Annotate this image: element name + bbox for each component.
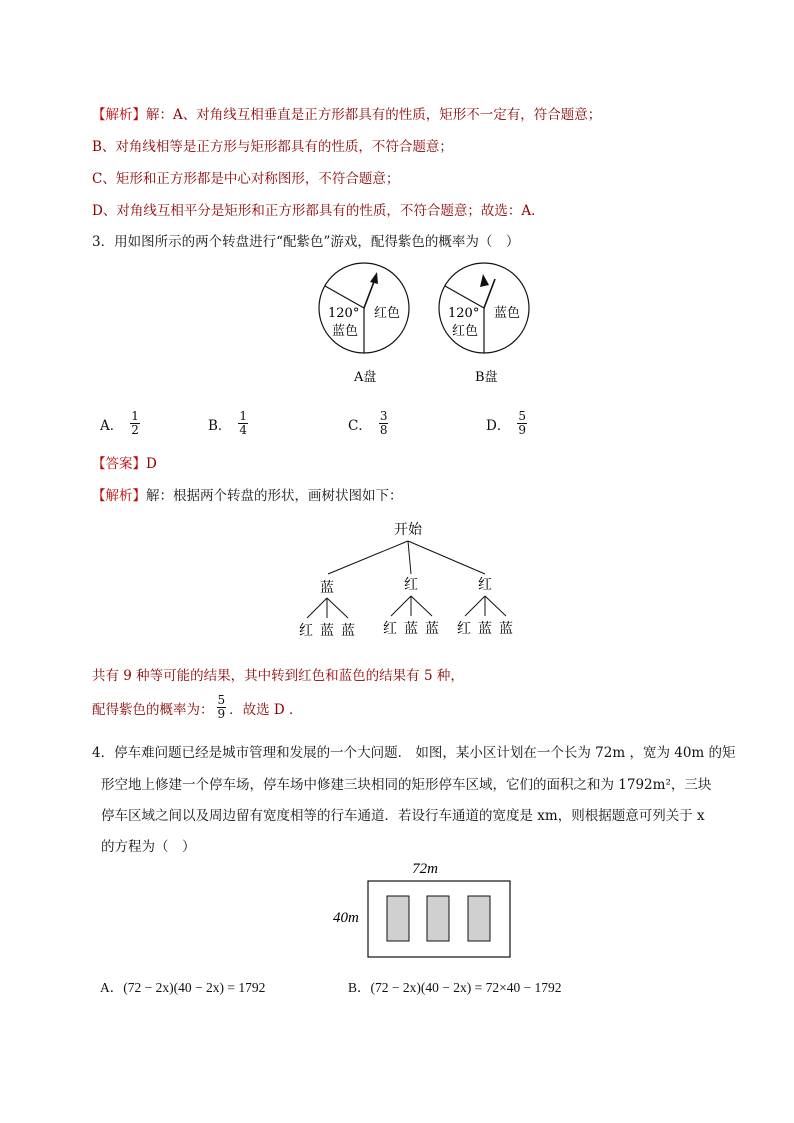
q4-stem-line4: 的方程为（ ） [101,839,196,855]
q3-option-b[interactable]: B． $\frac{1}{4}$ [208,409,248,437]
q3-option-d[interactable]: D． $\frac{5}{9}$ [486,409,526,437]
answer-value: D [146,456,157,472]
q3-conclusion1: 共有 9 种等可能的结果，其中转到红色和蓝色的结果有 5 种， [92,668,464,684]
q4-option-b[interactable]: B．(72 − 2x)(40 − 2x) = 72×40 − 1792 [348,980,562,995]
q4-stem-line2: 形空地上修建一个停车场，停车场中修建三块相同的矩形停车区域，它们的面积之和为 1792m²，三块 [101,777,712,793]
wheel-b-angle: 120° [448,306,480,321]
wheel-a [319,263,409,385]
prev-analysis-line1 [92,103,601,123]
fraction: $\frac{5}{9}$ [217,693,226,721]
wheel-b-right-color: 蓝色 [494,306,521,321]
prev-analysis-line2: B、对角线相等是正方形与矩形都具有的性质，不符合题意； [92,139,453,155]
parking-area [427,896,449,941]
tree-l1-node: 红 [404,577,418,593]
q4-stem-line3: 停车区域之间以及周边留有宽度相等的行车通道．若设行车通道的宽度是 xm，则根据题意可列关于 x [101,808,705,824]
pointer-arrow-icon [370,272,378,284]
analysis-tag: 【解析】 [92,488,146,504]
wheel-b-left-color: 红色 [452,324,479,339]
q3-analysis [92,484,403,504]
analysis-text: 解：根据两个转盘的形状，画树状图如下： [146,488,403,504]
fig-width-label: 40m [333,910,359,926]
answer-tag: 【答案】 [92,456,146,472]
prev-analysis-line3: C、矩形和正方形都是中心对称图形，不符合题意； [92,171,400,187]
parking-lot-figure [330,856,520,960]
tree-l2-node: 蓝 [404,621,418,637]
analysis-text: 解：A、对角线互相垂直是正方形都具有的性质，矩形不一定有，符合题意； [146,107,602,123]
q3-stem: 3．用如图所示的两个转盘进行“配紫色”游戏，配得紫色的概率为（ ） [92,234,520,250]
spinner-figure [300,262,560,390]
tree-l2-node: 红 [383,621,397,637]
wheel-a-left-color: 蓝色 [332,324,359,339]
q3-answer [92,452,157,472]
tree-l2-node: 蓝 [478,621,492,637]
analysis-tag: 【解析】 [92,107,146,123]
fraction: $\frac{1}{4}$ [239,409,248,437]
q4-option-a[interactable]: A．(72 − 2x)(40 − 2x) = 1792 [100,980,266,995]
parking-area [468,896,490,941]
fraction: $\frac{5}{9}$ [518,409,526,437]
wheel-a-right-color: 红色 [374,306,401,321]
q3-conclusion2: 配得紫色的概率为： $\frac{5}{9}$ ．故选 D ． [92,693,303,721]
tree-l2-node: 蓝 [320,623,334,639]
tree-root: 开始 [394,522,422,538]
wheel-a-angle: 120° [328,306,360,321]
parking-area [387,896,409,941]
pointer-arrow-icon [480,274,489,287]
tree-l2-node: 蓝 [341,623,355,639]
q3-option-c[interactable]: C． $\frac{3}{8}$ [348,409,388,437]
tree-l2-node: 红 [457,621,471,637]
tree-l1-node: 蓝 [320,580,334,596]
wheel-b [439,263,529,385]
fig-length-label: 72m [412,861,438,877]
tree-l1-node: 红 [478,577,492,593]
q4-stem-line1: 4．停车难问题已经是城市管理和发展的一个大问题． 如图，某小区计划在一个长为 72m ，宽为 40m 的矩 [92,745,736,761]
fraction: $\frac{3}{8}$ [379,409,388,437]
wheel-a-caption: A盘 [354,370,377,385]
tree-l2-node: 蓝 [499,621,513,637]
prev-analysis-line4: D、对角线互相平分是矩形和正方形都具有的性质，不符合题意；故选：A． [92,203,545,219]
wheel-b-caption: B盘 [475,370,498,385]
tree-l2-node: 蓝 [425,621,439,637]
fraction: $\frac{1}{2}$ [131,409,139,437]
tree-l2-node: 红 [299,623,313,639]
q3-option-a[interactable]: A． $\frac{1}{2}$ [100,409,139,437]
tree-diagram [290,516,530,642]
